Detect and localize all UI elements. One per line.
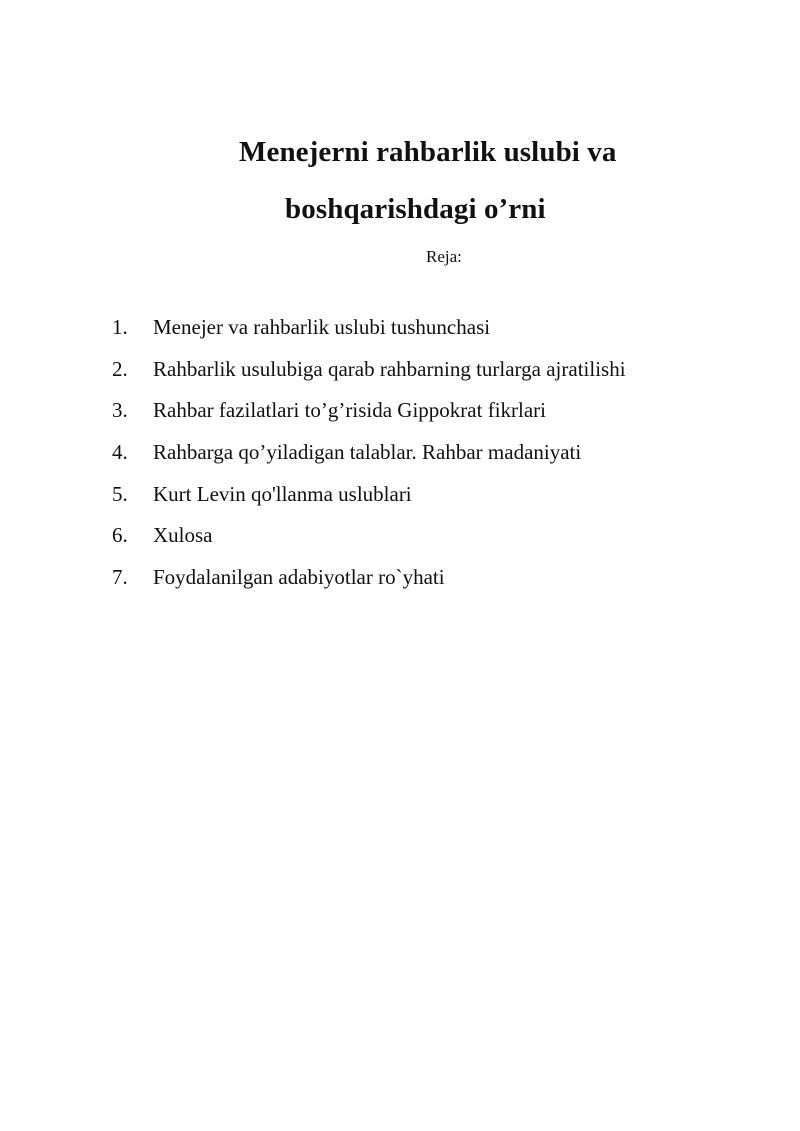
plan-item-number: 7. xyxy=(112,565,128,590)
plan-item-text: Kurt Levin qo'llanma uslublari xyxy=(153,481,412,506)
plan-item-text: Xulosa xyxy=(153,523,213,548)
plan-list-item xyxy=(112,438,626,480)
plan-list-item xyxy=(112,355,626,397)
plan-item-number: 2. xyxy=(112,356,128,381)
plan-item-number: 6. xyxy=(112,523,128,548)
plan-item-number: 4. xyxy=(112,440,128,465)
plan-item-text: Menejer va rahbarlik uslubi tushunchasi xyxy=(153,315,491,339)
plan-list-item xyxy=(112,563,626,605)
plan-item-text: Rahbarga qo’yiladigan talablar. Rahbar madaniyati xyxy=(153,440,582,465)
plan-list xyxy=(112,313,626,605)
plan-item-text: Rahbar fazilatlari to’g’risida Gippokrat fikrlari xyxy=(153,398,547,423)
plan-list-item xyxy=(112,396,626,438)
plan-item-text: Foydalanilgan adabiyotlar ro`yhati xyxy=(153,565,445,590)
plan-item-number: 1. xyxy=(112,315,128,339)
plan-list-item xyxy=(112,313,626,355)
document-title-line-1: Menejerni rahbarlik uslubi va xyxy=(239,136,617,168)
plan-item-text: Rahbarlik usulubiga qarab rahbarning turlarga ajratilishi xyxy=(153,356,626,381)
document-title-line-2: boshqarishdagi o’rni xyxy=(285,193,546,225)
plan-item-number: 3. xyxy=(112,398,128,423)
plan-heading: Reja: xyxy=(426,247,462,266)
plan-list-item xyxy=(112,521,626,563)
plan-item-number: 5. xyxy=(112,481,128,506)
plan-list-item xyxy=(112,480,626,522)
